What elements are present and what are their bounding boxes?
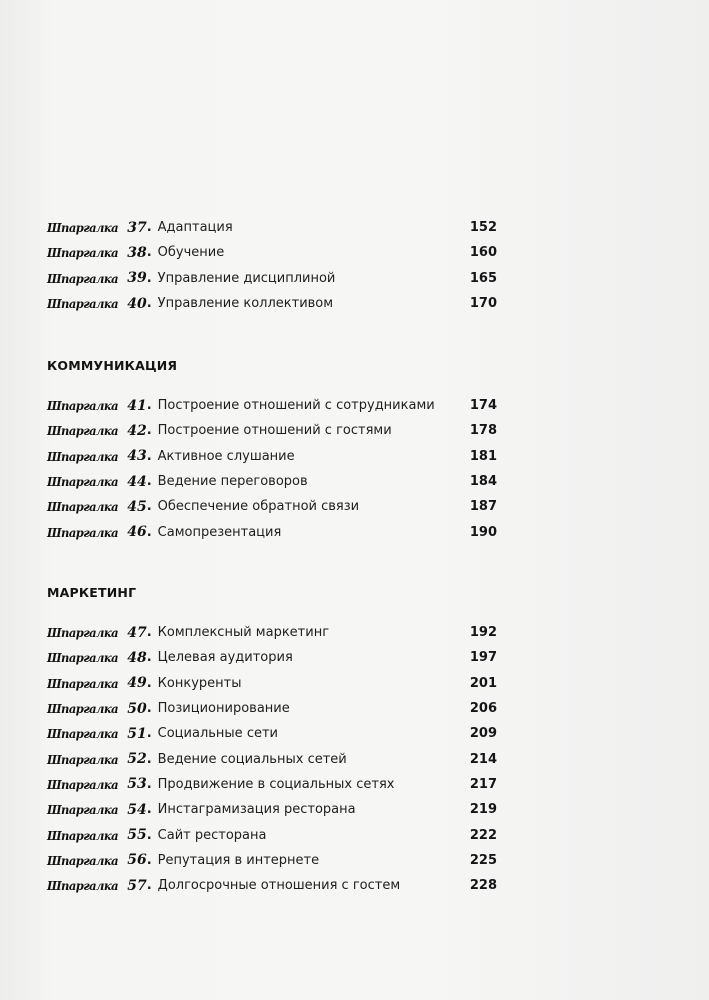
entry-title: Построение отношений с сотрудниками: [157, 398, 435, 414]
entry-prefix: Шпаргалка: [47, 650, 119, 666]
entry-number: 51: [127, 725, 147, 742]
entry-title: Инстаграмизация ресторана: [157, 802, 356, 818]
entry-number: 40: [127, 295, 147, 312]
entry-number: 53: [127, 776, 147, 793]
entry-prefix: Шпаргалка: [47, 878, 119, 894]
entry-number: 57: [127, 877, 147, 894]
toc-entry: Шпаргалка 38 . Обучение 160: [47, 244, 497, 261]
section-heading-communication: КОММУНИКАЦИЯ: [47, 358, 178, 373]
entry-title: Управление коллективом: [157, 296, 334, 312]
entry-prefix: Шпаргалка: [47, 701, 119, 717]
toc-entry: Шпаргалка 44 . Ведение переговоров 184: [47, 473, 497, 490]
entry-page: 219: [469, 802, 497, 818]
entry-number: 41: [127, 397, 147, 414]
entry-number: 42: [127, 422, 147, 439]
entry-title: Позиционирование: [157, 701, 290, 717]
toc-entry: Шпаргалка 45 . Обеспечение обратной связи 187: [47, 498, 497, 515]
entry-prefix: Шпаргалка: [47, 776, 119, 792]
toc-group-communication: [47, 393, 507, 545]
entry-prefix: Шпаргалка: [47, 625, 119, 641]
entry-title: Комплексный маркетинг: [157, 625, 330, 641]
entry-number: 48: [127, 649, 147, 666]
toc-entry: Шпаргалка 51 . Социальные сети 209: [47, 725, 497, 742]
entry-number: 56: [127, 852, 147, 869]
entry-title: Ведение социальных сетей: [157, 751, 347, 767]
toc-entry: Шпаргалка 41 . Построение отношений с сотрудниками 174: [47, 397, 497, 414]
entry-title: Управление дисциплиной: [157, 270, 336, 286]
entry-prefix: Шпаргалка: [47, 220, 119, 236]
entry-number: 38: [127, 244, 147, 261]
toc-entry: Шпаргалка 37 . Адаптация 152: [47, 219, 497, 236]
entry-page: 209: [469, 726, 497, 742]
entry-title: Активное слушание: [157, 448, 295, 464]
entry-page: 165: [469, 270, 497, 286]
entry-page: 190: [469, 524, 497, 540]
entry-number: 39: [127, 270, 147, 287]
entry-prefix: Шпаргалка: [47, 726, 119, 742]
entry-number: 52: [127, 751, 147, 768]
entry-title: Конкуренты: [157, 675, 242, 691]
entry-prefix: Шпаргалка: [47, 474, 119, 490]
entry-page: 214: [469, 751, 497, 767]
toc-entry: Шпаргалка 39 . Управление дисциплиной 165: [47, 270, 497, 287]
toc-entry: Шпаргалка 55 . Сайт ресторана 222: [47, 827, 497, 844]
entry-page: 174: [469, 398, 497, 414]
entry-page: 187: [469, 499, 497, 515]
entry-prefix: Шпаргалка: [47, 499, 119, 515]
entry-page: 217: [469, 776, 497, 792]
entry-page: 178: [469, 423, 497, 439]
entry-prefix: Шпаргалка: [47, 751, 119, 767]
entry-title: Социальные сети: [157, 726, 278, 742]
entry-title: Целевая аудитория: [157, 650, 293, 666]
entry-prefix: Шпаргалка: [47, 675, 119, 691]
toc-entry: Шпаргалка 48 . Целевая аудитория 197: [47, 649, 497, 666]
toc-entry: Шпаргалка 42 . Построение отношений с гостями 178: [47, 422, 497, 439]
toc-entry: Шпаргалка 46 . Самопрезентация 190: [47, 524, 497, 541]
entry-title: Адаптация: [157, 220, 233, 236]
entry-page: 152: [469, 220, 497, 236]
entry-page: 225: [469, 852, 497, 868]
entry-page: 184: [469, 474, 497, 490]
entry-prefix: Шпаргалка: [47, 802, 119, 818]
entry-title: Обеспечение обратной связи: [157, 499, 360, 515]
entry-number: 54: [127, 801, 147, 818]
entry-page: 206: [469, 701, 497, 717]
entry-prefix: Шпаргалка: [47, 827, 119, 843]
entry-page: 197: [469, 650, 497, 666]
entry-title: Обучение: [157, 245, 225, 261]
entry-title: Продвижение в социальных сетях: [157, 776, 395, 792]
entry-page: 181: [469, 448, 497, 464]
entry-number: 55: [127, 827, 147, 844]
entry-title: Ведение переговоров: [157, 474, 308, 490]
entry-number: 46: [127, 524, 147, 541]
entry-prefix: Шпаргалка: [47, 270, 119, 286]
toc-entry: Шпаргалка 50 . Позиционирование 206: [47, 700, 497, 717]
entry-prefix: Шпаргалка: [47, 423, 119, 439]
entry-number: 50: [127, 700, 147, 717]
entry-prefix: Шпаргалка: [47, 524, 119, 540]
entry-prefix: Шпаргалка: [47, 245, 119, 261]
toc-entry: Шпаргалка 52 . Ведение социальных сетей 214: [47, 751, 497, 768]
entry-page: 228: [469, 878, 497, 894]
toc-entry: Шпаргалка 54 . Инстаграмизация ресторана 219: [47, 801, 497, 818]
entry-prefix: Шпаргалка: [47, 398, 119, 414]
entry-number: 43: [127, 448, 147, 465]
entry-title: Долгосрочные отношения с гостем: [157, 878, 401, 894]
entry-prefix: Шпаргалка: [47, 296, 119, 312]
entry-number: 49: [127, 675, 147, 692]
entry-title: Самопрезентация: [157, 524, 282, 540]
toc-entry: Шпаргалка 43 . Активное слушание 181: [47, 448, 497, 465]
entry-number: 47: [127, 624, 147, 641]
entry-number: 45: [127, 498, 147, 515]
entry-prefix: Шпаргалка: [47, 448, 119, 464]
toc-entry: Шпаргалка 40 . Управление коллективом 170: [47, 295, 497, 312]
section-heading-marketing: МАРКЕТИНГ: [47, 585, 137, 600]
entry-prefix: Шпаргалка: [47, 852, 119, 868]
toc-entry: Шпаргалка 47 . Комплексный маркетинг 192: [47, 624, 497, 641]
entry-page: 160: [469, 245, 497, 261]
entry-page: 192: [469, 625, 497, 641]
toc-group-management: [47, 215, 507, 316]
toc-entry: Шпаргалка 57 . Долгосрочные отношения с гостем 228: [47, 877, 497, 894]
entry-number: 44: [127, 473, 147, 490]
entry-title: Репутация в интернете: [157, 852, 320, 868]
toc-entry: Шпаргалка 53 . Продвижение в социальных сетях 217: [47, 776, 497, 793]
entry-page: 222: [469, 827, 497, 843]
toc-group-marketing: [47, 620, 507, 898]
entry-title: Сайт ресторана: [157, 827, 267, 843]
entry-page: 201: [469, 675, 497, 691]
toc-entry: Шпаргалка 49 . Конкуренты 201: [47, 675, 497, 692]
toc-entry: Шпаргалка 56 . Репутация в интернете 225: [47, 852, 497, 869]
entry-page: 170: [469, 296, 497, 312]
entry-number: 37: [127, 219, 147, 236]
entry-title: Построение отношений с гостями: [157, 423, 392, 439]
